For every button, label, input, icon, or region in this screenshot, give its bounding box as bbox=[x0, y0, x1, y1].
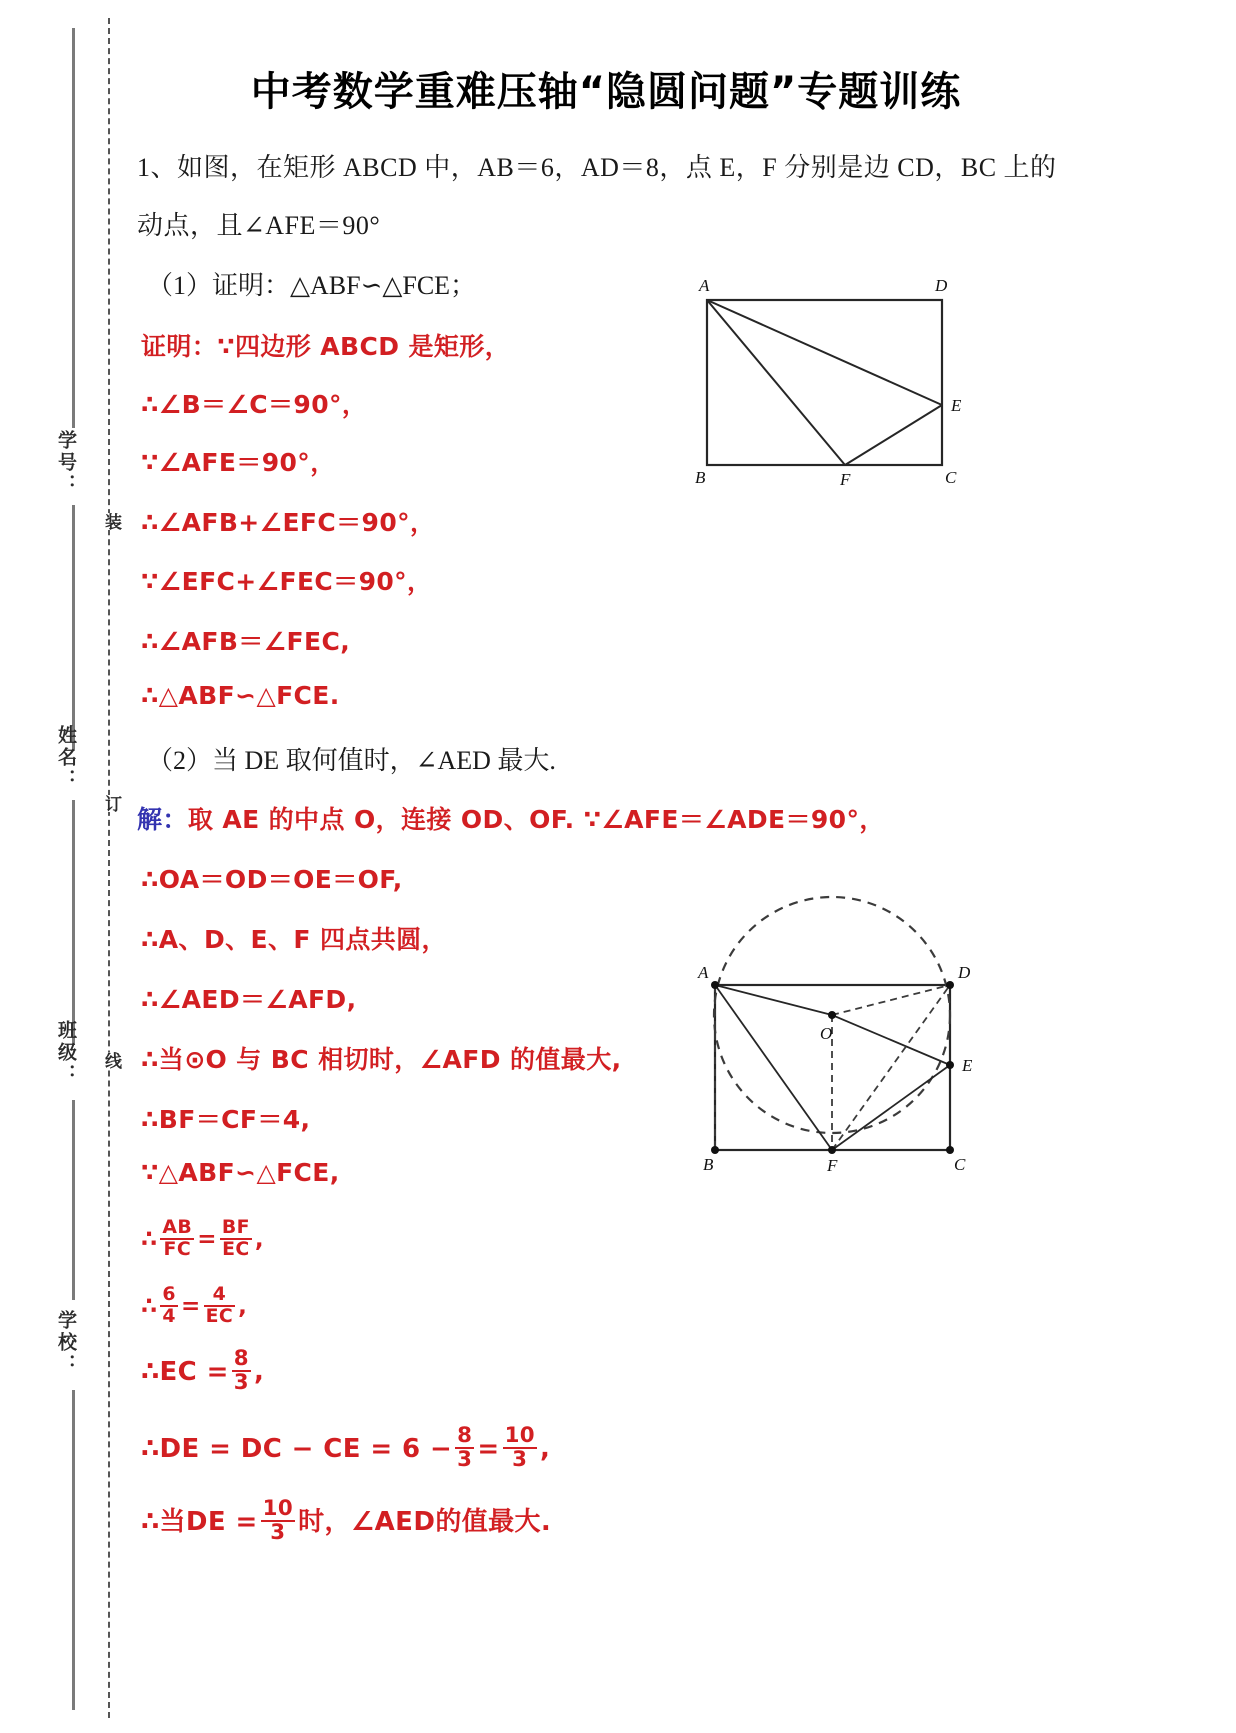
page-title: 中考数学重难压轴“隐圆问题”专题训练 bbox=[250, 69, 962, 115]
ec-value-suffix: , bbox=[254, 1356, 265, 1387]
fraction-ten-thirds-numerator: 10 bbox=[504, 1423, 536, 1448]
fraction-eight-thirds-numerator: 8 bbox=[233, 1346, 250, 1371]
point-O bbox=[828, 1011, 836, 1019]
fold-mark-xian: 线 bbox=[96, 1052, 124, 1069]
segment-fe bbox=[845, 405, 942, 465]
fraction-eight-thirds bbox=[232, 1348, 251, 1395]
solution-step-4: ∴当⊙O 与 BC 相切时，∠AFD 的值最大, bbox=[141, 1045, 622, 1074]
conclusion-prefix: ∴当DE = bbox=[141, 1506, 258, 1537]
figure-2-label-E: E bbox=[962, 1056, 973, 1075]
fraction-ten-thirds bbox=[503, 1425, 537, 1472]
margin-rule-2 bbox=[72, 505, 75, 750]
figure-2-svg bbox=[670, 885, 1010, 1175]
fraction-six-four-numerator: 6 bbox=[162, 1283, 176, 1305]
fraction-ten-thirds-2 bbox=[261, 1498, 295, 1545]
proportion-1-equals: = bbox=[197, 1226, 217, 1253]
fraction-four-ec bbox=[204, 1285, 236, 1327]
figure-2-label-O: O bbox=[820, 1024, 833, 1043]
fraction-ten-thirds-denominator: 3 bbox=[503, 1447, 537, 1471]
proportion-line-1 bbox=[141, 1218, 264, 1260]
figure-1-label-B: B bbox=[695, 468, 706, 487]
fraction-six-four bbox=[160, 1285, 178, 1327]
fraction-ab-fc-denominator: FC bbox=[160, 1238, 194, 1260]
proportion-1-suffix: , bbox=[254, 1226, 265, 1253]
fraction-eight-thirds-2-denominator: 3 bbox=[457, 1447, 473, 1473]
segment-oe bbox=[832, 1015, 950, 1065]
de-value-suffix: , bbox=[540, 1433, 551, 1464]
margin-rule-4 bbox=[72, 1100, 75, 1300]
proportion-1-prefix: ∴ bbox=[141, 1226, 158, 1253]
figure-2-label-F: F bbox=[827, 1156, 838, 1175]
point-B bbox=[711, 1146, 719, 1154]
fraction-six-four-denominator: 4 bbox=[162, 1304, 176, 1327]
proportion-2-prefix: ∴ bbox=[141, 1293, 158, 1320]
fold-dashed-line bbox=[108, 18, 110, 1718]
conclusion-tail: 时，∠AED的值最大. bbox=[298, 1506, 552, 1537]
fraction-ab-fc bbox=[160, 1218, 194, 1260]
figure-2-circle bbox=[670, 885, 1010, 1175]
margin-rule-1 bbox=[72, 28, 75, 428]
fold-mark-ding: 订 bbox=[96, 795, 124, 812]
figure-1-label-E: E bbox=[951, 396, 962, 415]
conclusion-line bbox=[141, 1498, 551, 1545]
problem-statement-line-2: 动点，且∠AFE＝90° bbox=[137, 211, 381, 240]
solution-step-2: ∴A、D、E、F 四点共圆， bbox=[141, 925, 447, 954]
solution-step-6: ∵△ABF∽△FCE, bbox=[141, 1158, 340, 1187]
fraction-four-ec-denominator: EC bbox=[205, 1304, 234, 1327]
fraction-eight-thirds-2 bbox=[455, 1425, 474, 1472]
point-C bbox=[946, 1146, 954, 1154]
figure-2-label-A: A bbox=[698, 963, 709, 982]
fraction-eight-thirds-denominator: 3 bbox=[233, 1370, 250, 1396]
proof-step-2: ∴∠B＝∠C＝90°， bbox=[141, 390, 368, 419]
figure-1-label-A: A bbox=[699, 276, 710, 295]
exam-left-margin bbox=[0, 0, 125, 1733]
proof-step-4: ∴∠AFB+∠EFC＝90°， bbox=[141, 508, 436, 537]
fraction-ten-thirds-2-denominator: 3 bbox=[261, 1520, 295, 1544]
fraction-bf-ec-denominator: EC bbox=[220, 1238, 252, 1260]
solution-label: 解： bbox=[137, 805, 188, 834]
fraction-ten-thirds-2-numerator: 10 bbox=[262, 1496, 294, 1521]
proof-step-5: ∵∠EFC+∠FEC＝90°， bbox=[141, 567, 433, 596]
solution-step-3: ∴∠AED＝∠AFD, bbox=[141, 985, 357, 1014]
figure-1-label-C: C bbox=[945, 468, 957, 487]
margin-rule-5 bbox=[72, 1390, 75, 1710]
figure-1-svg bbox=[677, 265, 997, 515]
figure-2-label-D: D bbox=[958, 963, 971, 982]
point-F bbox=[828, 1146, 836, 1154]
de-value-equals: = bbox=[477, 1433, 500, 1464]
problem-statement-line-1: 1、如图，在矩形 ABCD 中，AB＝6，AD＝8，点 E，F 分别是边 CD，BC 上的 bbox=[137, 153, 1057, 182]
fraction-bf-ec-numerator: BF bbox=[221, 1216, 250, 1238]
fraction-ab-fc-numerator: AB bbox=[162, 1216, 193, 1238]
fraction-four-ec-numerator: 4 bbox=[212, 1283, 227, 1305]
sub-question-1: （1）证明：△ABF∽△FCE； bbox=[147, 271, 477, 300]
proof-step-1: 证明：∵四边形 ABCD 是矩形， bbox=[141, 332, 511, 361]
ec-value-prefix: ∴EC = bbox=[141, 1356, 229, 1387]
segment-ae bbox=[707, 300, 942, 405]
point-E bbox=[946, 1061, 954, 1069]
segment-af bbox=[707, 300, 845, 465]
solution-first-line bbox=[137, 800, 885, 836]
de-value-prefix: ∴DE = DC − CE = 6 − bbox=[141, 1433, 453, 1464]
figure-1-label-D: D bbox=[935, 276, 948, 295]
proportion-2-suffix: , bbox=[238, 1293, 248, 1320]
fraction-bf-ec bbox=[220, 1218, 252, 1260]
margin-rule-3 bbox=[72, 800, 75, 1045]
segment-fe-2 bbox=[832, 1065, 950, 1150]
margin-label-class: 班级： bbox=[55, 1020, 77, 1086]
margin-label-student-id: 学号： bbox=[55, 430, 77, 496]
proportion-2-equals: = bbox=[180, 1293, 201, 1320]
figure-1-rectangle bbox=[677, 265, 997, 515]
fold-mark-zhuang: 装 bbox=[96, 513, 124, 530]
margin-label-school: 学校： bbox=[55, 1310, 77, 1376]
proof-step-7: ∴△ABF∽△FCE. bbox=[141, 681, 340, 710]
worksheet-content bbox=[125, 0, 1236, 1733]
ec-value-line bbox=[141, 1348, 264, 1395]
fraction-eight-thirds-2-numerator: 8 bbox=[457, 1423, 473, 1448]
solution-step-1: ∴OA＝OD＝OE＝OF, bbox=[141, 865, 403, 894]
figure-1-label-F: F bbox=[840, 470, 851, 489]
point-D bbox=[946, 981, 954, 989]
solution-first-text: 取 AE 的中点 O，连接 OD、OF. ∵∠AFE＝∠ADE＝90°， bbox=[187, 805, 885, 834]
solution-step-5: ∴BF＝CF＝4, bbox=[141, 1105, 311, 1134]
sub-question-2: （2）当 DE 取何值时，∠AED 最大. bbox=[147, 746, 556, 775]
figure-2-label-C: C bbox=[954, 1155, 966, 1174]
figure-2-label-B: B bbox=[703, 1155, 714, 1174]
margin-label-name: 姓名： bbox=[55, 725, 77, 791]
de-value-line bbox=[141, 1425, 550, 1472]
proof-step-6: ∴∠AFB＝∠FEC, bbox=[141, 627, 351, 656]
point-A bbox=[711, 981, 719, 989]
proof-step-3: ∵∠AFE＝90°， bbox=[141, 448, 336, 477]
proportion-line-2 bbox=[141, 1285, 247, 1327]
